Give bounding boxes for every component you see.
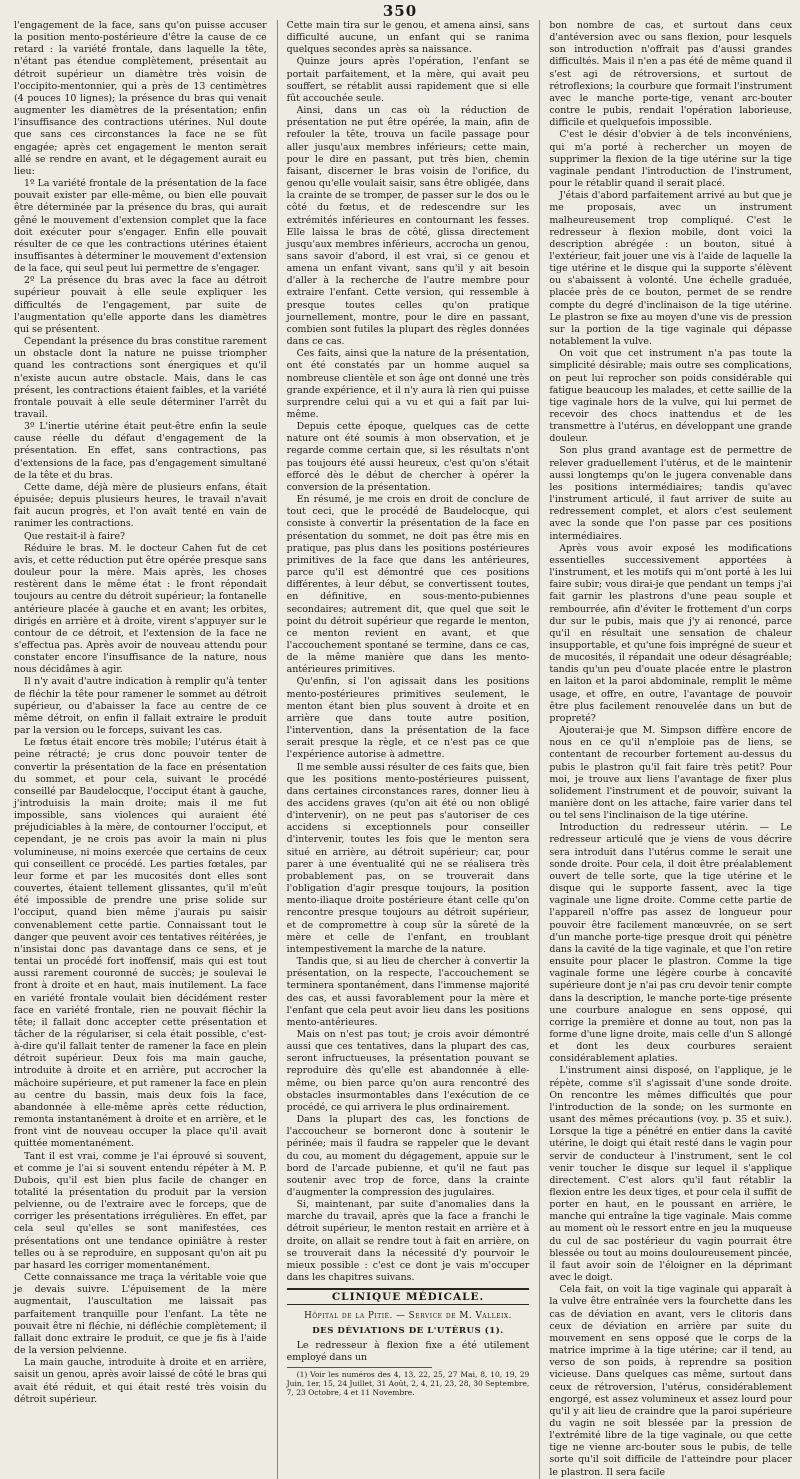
column-right <box>539 20 792 1479</box>
footnote-divider <box>287 1367 433 1368</box>
paragraph: Tandis que, si au lieu de chercher à convertir la présentation, on la respecte, l'accouchement se terminera spontanément, dans l'immense majorité des cas, et aussi favorablement pour la mère et l'enfant que cela peut avoir lieu dans les positions mento-antérieures. <box>286 956 530 1028</box>
paragraph: Dans la plupart des cas, les fonctions de l'accoucheur se borneront donc à soutenir le périnée; mais il faudra se rappeler que le devant du cou, au moment du dégagement, appuie sur le bord de l'arcade pubienne, et qu'il ne faut pas soutenir avec trop de force, dans la crainte d'augmenter la compression des jugulaires. <box>286 1114 530 1198</box>
paragraph: L'instrument ainsi disposé, on l'applique, je le répète, comme s'il s'agissait d'une sonde droite. On rencontre les mêmes difficultés que pour l'introduction de la sonde; on les surmonte en usant des mêmes précautions (voy. p. 35 et suiv.). Lorsque la tige a pénétré en entier dans la cavité utérine, le doigt qui était resté dans le vagin pour servir de conducteur à l'instrument, sent le col venir toucher le disque sur lequel il s'applique directement. C'est alors qu'il faut rétablir la flexion entre les deux tiges, et pour cela il suffit de porter en haut, en le poussant en arrière, le manche qui entraîne la tige vaginale. Mais comme au moment où le ressort entre en jeu la muqueuse du cul de sac postérieur du vagin pourrait être blessée ou tout au moins douloureusement pincée, il faut avoir soin de l'éloigner en la déprimant avec le doigt. <box>549 1065 792 1284</box>
middle-article-text <box>287 20 530 1284</box>
paragraph: Réduire le bras. M. le docteur Cahen fut de cet avis, et cette réduction put être opérée presque sans douleur pour la mère. Mais après, les choses restèrent dans le même état : le front répondait toujours au centre du détroit supérieur; la fontanelle antérieure placée à gauche et en avant; les orbites, dirigés en arrière et à droite, virent s'appuyer sur le contour de ce détroit, et l'extension de la face ne s'effectua pas. Après avoir de nouveau attendu pour constater encore l'insuffisance de la nature, nous nous décidâmes à agir. <box>14 542 267 676</box>
column-left <box>14 20 267 1479</box>
paragraph: Depuis cette époque, quelques cas de cette nature ont été soumis à mon observation, et je regarde comme certain que, si les résultats n'ont pas toujours été aussi heureux, c'est qu'on s'était efforcé dès le début de chercher à opérer la conversion de la présentation. <box>286 421 530 493</box>
paragraph: bon nombre de cas, et surtout dans ceux d'antéversion avec ou sans flexion, pour lesquels son introduction n'offrait pas d'aussi grandes difficultés. Mais il n'en a pas été de même quand il s'est agi de rétroversions, et surtout de rétroflexions; la courbure que formait l'instrument avec le manche porte-tige, venant arc-bouter contre le pubis, rendait l'opération laborieuse, difficile et quelquefois impossible. <box>549 20 792 129</box>
section-divider-top <box>287 1288 530 1290</box>
paragraph: J'étais d'abord parfaitement arrivé au but que je me proposais, avec un instrument malheureusement trop compliqué. C'est le redresseur à flexion mobile, dont voici la description abrégée : un bouton, situé à l'extérieur, fait jouer une vis à l'aide de laquelle la tige utérine et le disque qui la supporte s'élèvent ou s'abaissent à volonté. Une échelle graduée, placée près de ce bouton, permet de se rendre compte du degré d'inclinaison de la tige utérine. Le plastron se fixe au moyen d'une vis de pression sur la portion de la tige vaginale qui dépasse notablement la vulve. <box>549 190 792 348</box>
section-title: CLINIQUE MÉDICALE. <box>331 1291 485 1304</box>
paragraph: Ajouterai-je que M. Simpson diffère encore de nous en ce qu'il n'emploie pas de liens, se contentant de recourber fortement au-dessus du pubis le plastron qu'il fait faire très petit? Pour moi, je trouve aux liens l'avantage de fixer plus solidement l'instrument et de pouvoir, suivant la manière dont on les attache, faire varier dans tel ou tel sens l'inclinaison de la tige utérine. <box>549 725 792 822</box>
paragraph: 1º La variété frontale de la présentation de la face pouvait exister par elle-même, ou bien elle pouvait être déterminée par la présence du bras, qui aurait gêné le mouvement d'extension complet que la face doit exécuter pour s'engager. Enfin elle pouvait résulter de ce que les contractions utérines étaient insuffisantes à déterminer le mouvement d'extension de la face, qui seul peut lui permettre de s'engager. <box>14 178 267 275</box>
paragraph: Quinze jours après l'opération, l'enfant se portait parfaitement, et la mère, qui avait peu souffert, se rétablit aussi rapidement que si elle fût accouchée seule. <box>286 56 530 104</box>
paragraph: l'engagement de la face, sans qu'on puisse accuser la position mento-postérieure d'être la cause de ce retard : la variété frontale, dans laquelle la tête, n'étant pas étendue complètement, présentait au détroit supérieur un diamètre très voisin de l'occipito-mentonnier, qui a près de 13 centimètres (4 pouces 10 lignes); la présence du bras qui venait augmenter les diamètres de la présentation; enfin l'insuffisance des contractions utérines. Nul doute que sans ces circonstances la face ne se fût engagée; après cet engagement le menton serait allé se rendre en avant, et le dégagement aurait eu lieu: <box>14 20 267 177</box>
paragraph: 2º La présence du bras avec la face au détroit supérieur pouvait à elle seule expliquer les difficultés de l'engagement, par suite de l'augmentation qu'elle apporte dans les diamètres qui se présentent. <box>14 275 267 335</box>
paragraph: Cette main tira sur le genou, et amena ainsi, sans difficulté aucune, un enfant qui se ranima quelques secondes après sa naissance. <box>286 20 530 56</box>
paragraph: En résumé, je me crois en droit de conclure de tout ceci, que le procédé de Baudelocque, qui consiste à convertir la présentation de la face en présentation du sommet, ne doit pas être mis en pratique, pas plus dans les positions postérieures primitives de la face que dans les antérieures, parce qu'il est démontré que ces positions différentes, à leur début, se convertissent toutes, en définitive, en sous-mento-pubiennes secondaires; autrement dit, que quel que soit le point du détroit supérieur que regarde le menton, ce menton revient en avant, et que l'accouchement spontané se termine, dans ce cas, de la même manière que dans les mento-antérieures primitives. <box>286 494 530 676</box>
hospital-line: Hôpital de la Pitié. — Service de M. Valleix. <box>304 1311 512 1322</box>
footnote: (1) Voir les numéros des 4, 13, 22, 25, 27 Mai, 8, 10, 19, 29 Juin, 1er, 15, 24 Juillet, 31 Août, 2, 4, 21, 23, 28, 30 Septembre, 7, 23 Octobre, 4 et 11 Novembre. <box>286 1370 530 1398</box>
paragraph: Après vous avoir exposé les modifications essentielles successivement apportées à l'instrument, et les motifs qui m'ont porté à les lui faire subir; vous dirai-je que pendant un temps j'ai fait garnir les plastrons d'une peau souple et rembourrée, afin d'éviter le frottement d'un corps dur sur le pubis, mais que j'y ai renoncé, parce qu'il en résultait une sensation de chaleur insupportable, et qu'une fois imprégné de sueur et de mucosités, il répandait une odeur désagréable; tandis qu'un peu d'ouate placée entre le plastron en laiton et la paroi abdominale, remplit le même usage, et offre, en outre, l'avantage de pouvoir être plus facilement renouvelée dans un but de propreté? <box>549 542 792 724</box>
paragraph: Son plus grand avantage est de permettre de relever graduellement l'utérus, et de le maintenir aussi longtemps qu'on le jugera convenable dans les positions intermédiaires; tandis qu'avec l'instrument articulé, il faut arriver de suite au redressement complet, et alors c'est seulement avec la sonde que l'on passe par ces positions intermédiaires. <box>549 445 792 542</box>
paragraph: Cette connaissance me traça la véritable voie que je devais suivre. L'épuisement de la mère augmentait, l'auscultation me laissait pas parfaitement tranquille pour l'enfant. La tête ne pouvait être ni fléchie, ni défléchie complètement; il fallait donc extraire le produit, ce que je fis à l'aide de la version pelvienne. <box>14 1272 267 1357</box>
paragraph: Il n'y avait d'autre indication à remplir qu'à tenter de fléchir la tête pour ramener le sommet au détroit supérieur, ou d'abaisser la face au centre de ce même détroit, on enfin il fallait extraire le produit par la version ou le forceps, suivant les cas. <box>14 676 267 737</box>
paragraph: Cependant la présence du bras constitue rarement un obstacle dont la nature ne puisse triompher quand les contractions sont énergiques et qu'il n'existe aucun autre obstacle. Mais, dans le cas présent, les contractions étaient faibles, et la variété frontale pouvait à elle seule déterminer l'arrêt du travail. <box>14 336 267 420</box>
article-title: DES DÉVIATIONS DE L'UTÉRUS (1). <box>312 1325 504 1336</box>
column-middle <box>277 20 530 1479</box>
paragraph: Ces faits, ainsi que la nature de la présentation, ont été constatés par un homme auquel sa nombreuse clientèle et son âge ont donné une très grande expérience, et il n'y aura là rien qui puisse surprendre celui qui a vu et qui a fait par lui-même. <box>286 348 530 420</box>
paragraph: Si, maintenant, par suite d'anomalies dans la marche du travail, après que la face a franchi le détroit supérieur, le menton restait en arrière et à droite, on allait se rendre tout à fait en arrière, on se trouverait dans la nécessité d'y pourvoir le mieux possible : c'est ce dont je vais m'occuper dans les chapitres suivans. <box>286 1199 530 1284</box>
paragraph: 3º L'inertie utérine était peut-être enfin la seule cause réelle du défaut d'engagement de la présentation. En effet, sans contractions, pas d'extensions de la face, pas d'engagement simultané de la tête et du bras. <box>14 421 267 481</box>
paragraph: Que restait-il à faire? <box>24 530 126 542</box>
article-first-paragraph: Le redresseur à flexion fixe a été utilement employé dans un <box>286 1339 530 1363</box>
section-divider-bottom <box>287 1304 530 1305</box>
paragraph: Le fœtus était encore très mobile; l'utérus était à peine rétracté; je crus donc pouvoir tenter de convertir la présentation de la face en présentation du sommet, et pour cela, suivant le procédé conseillé par Baudelocque, l'occiput étant à gauche, j'introduisis la main droite; mais il me fut impossible, sans violences qui auraient été préjudiciables à la mère, de contourner l'occiput, et cependant, je ne crois pas avoir la main ni plus volumineuse, ni moins exercée que certains de ceux qui conseillent ce procédé. Les parties fœtales, par leur forme et par les mucosités dont elles sont couvertes, étaient tellement glissantes, qu'il m'eût été impossible de prendre une prise solide sur l'occiput, quand bien même j'aurais pu saisir convenablement cette partie. Connaissant tout le danger que peuvent avoir ces tentatives réitérées, je n'insistai donc pas davantage dans ce sens, et je tentai un procédé fort inoffensif, mais qui est tout aussi rarement couronné de succès; je soulevai le front à droite et en haut, mais inutilement. La face en variété frontale voulait bien décidément rester face en variété frontale, rien ne pouvait fléchir la tête; il fallait donc accepter cette présentation et tâcher de la régulariser, si cela était possible, c'est-à-dire qu'il fallait tenter de ramener la face en plein détroit supérieur. Deux fois ma main gauche, introduite à droite et en arrière, put accrocher la mâchoire supérieure, et put ramener la face en plein au centre du bassin, mais deux fois la face, abandonnée à elle-même après cette réduction, remonta instantanément à droite et en arrière, et le front vint de nouveau occuper la place qu'il avait quittée momentanément. <box>14 737 267 1150</box>
paragraph: Ainsi, dans un cas où la réduction de présentation ne put être opérée, la main, afin de refouler la tête, trouva un facile passage pour aller jusqu'aux membres inférieurs; cette main, pour le dire en passant, put très bien, chemin faisant, discerner le bras voisin de l'orifice, du genou qu'elle voulait saisir, sans être obligée, dans la crainte de se tromper, de passer sur le dos ou le côté du fœtus, et de redescendre sur les extrémités inférieures en contournant les fesses. Elle laissa le bras de côté, glissa directement jusqu'aux membres inférieurs, accrocha un genou, sans savoir d'abord, il est vrai, si ce genou et amena un enfant vivant, sans qu'il y ait besoin d'aller à la recherche de l'autre membre pour extraire l'enfant. Cette version, qui ressemble à presque toutes celles qu'on pratique journellement, montre, pour le dire en passant, combien sont futiles la plupart des règles données dans ce cas. <box>286 105 530 348</box>
paragraph: C'est le désir d'obvier à de tels inconvéniens, qui m'a porté à rechercher un moyen de supprimer la flexion de la tige utérine sur la tige vaginale pendant l'introduction de l'instrument, pour le rétablir quand il serait placé. <box>549 129 792 190</box>
text-columns <box>14 20 792 1478</box>
paragraph: Il me semble aussi résulter de ces faits que, bien que les positions mento-postérieures puissent, dans certaines circonstances rares, donner lieu à des accidens graves (qu'on ait été ou non obligé d'intervenir), on ne peut pas s'autoriser de ces accidens si exceptionnels pour conseiller d'intervenir, toutes les fois que le menton sera situé en arrière, au détroit supérieur; car, pour parer à une éventualité qui ne se réalisera très probablement pas, on se trouverait dans l'obligation d'agir presque toujours, la position mento-iliaque droite postérieure étant celle qu'on rencontre presque toujours au détroit supérieur, et de compromettre à coup sûr la sûreté de la mère et celle de l'enfant, en troublant intempestivement la marche de la nature. <box>286 761 530 955</box>
paragraph: Mais on n'est pas tout; je crois avoir démontré aussi que ces tentatives, dans la plupart des cas, seront infructueuses, la présentation pouvant se reproduire dès qu'elle est abandonnée à elle-même, ou bien parce qu'on aura rencontré des obstacles insurmontables dans l'exécution de ce procédé, ce qui arrivera le plus ordinairement. <box>286 1028 530 1113</box>
paragraph: Cette dame, déjà mère de plusieurs enfans, était épuisée; depuis plusieurs heures, le travail n'avait fait aucun progrès, et l'on avait tenté en vain de ranimer les contractions. <box>14 481 267 530</box>
paragraph: Qu'enfin, si l'on agissait dans les positions mento-postérieures primitives seulement, le menton étant bien plus souvent à droite et en arrière que dans toute autre position, l'intervention, dans la présentation de la face serait presque la règle, et ce n'est pas ce que l'expérience autorise à admettre. <box>286 676 530 761</box>
paragraph: On voit que cet instrument n'a pas toute la simplicité désirable; mais outre ses complications, on peut lui reprocher son poids considérable qui fatigue beaucoup les malades, et cette saillie de la tige vaginale hors de la vulve, qui lui permet de recevoir des chocs inattendus et de les transmettre à l'utérus, en développant une grande douleur. <box>549 348 792 445</box>
page-number: 350 <box>382 2 418 20</box>
paragraph: La main gauche, introduite à droite et en arrière, saisit un genou, après avoir laissé de côté le bras qui avait été réduit, et qui était resté très voisin du détroit supérieur. <box>14 1357 267 1405</box>
paragraph: Cela fait, on voit la tige vaginale qui apparaît à la vulve être entraînée vers la fourchette dans les cas de déviation en avant, vers le clitoris dans ceux de déviation en arrière par suite du mouvement en sens opposé que le corps de la matrice imprime à la tige utérine; car il tend, au verso de son poids, à reprendre sa position vicieuse. Dans quelques cas même, surtout dans ceux de rétroversion, l'utérus, considérablement engorgé, est assez volumineux et assez lourd pour qu'il y ait lieu de craindre que la paroi supérieure du vagin ne soit blessée par la pression de l'extrémité libre de la tige vaginale, ou que cette tige ne vienne arc-bouter sous le pubis, de telle sorte qu'il soit difficile de l'atteindre pour placer le plastron. Il sera facile <box>549 1284 792 1478</box>
paragraph: Introduction du redresseur utérin. — Le redresseur articulé que je viens de vous décrire sera introduit dans l'utérus comme le serait une sonde droite. Pour cela, il doit être préalablement ouvert de telle sorte, que la tige utérine et le disque qui le supporte fassent, avec la tige vaginale une ligne droite. Comme cette partie de l'appareil n'offre pas assez de longueur pour pouvoir être facilement manœuvrée, on se sert d'un manche porte-tige presque droit qui pénètre dans la cavité de la tige vaginale, et que l'on retire ensuite pour placer le plastron. Comme la tige vaginale forme une légère courbe à concavité supérieure dont je n'ai pas cru devoir tenir compte dans la description, le manche porte-tige présente une courbure analogue en sens opposé, qui corrige la première et donne au tout, non pas la forme d'une ligne droite, mais celle d'un S allongé et dont les deux courbures seraient considérablement aplaties. <box>549 822 792 1065</box>
paragraph: Tant il est vrai, comme je l'ai éprouvé si souvent, et comme je l'ai si souvent entendu répéter à M. P. Dubois, qu'il est bien plus facile de changer en totalité la présentation du produit par la version pelvienne, ou de l'extraire avec le forceps, que de corriger les présentations irrégulières. En effet, par cela seul qu'elles se sont manifestées, ces présentations ont une tendance opiniâtre à rester telles ou à se reproduire, en supposant qu'on ait pu par hasard les corriger momentanément. <box>14 1150 267 1271</box>
